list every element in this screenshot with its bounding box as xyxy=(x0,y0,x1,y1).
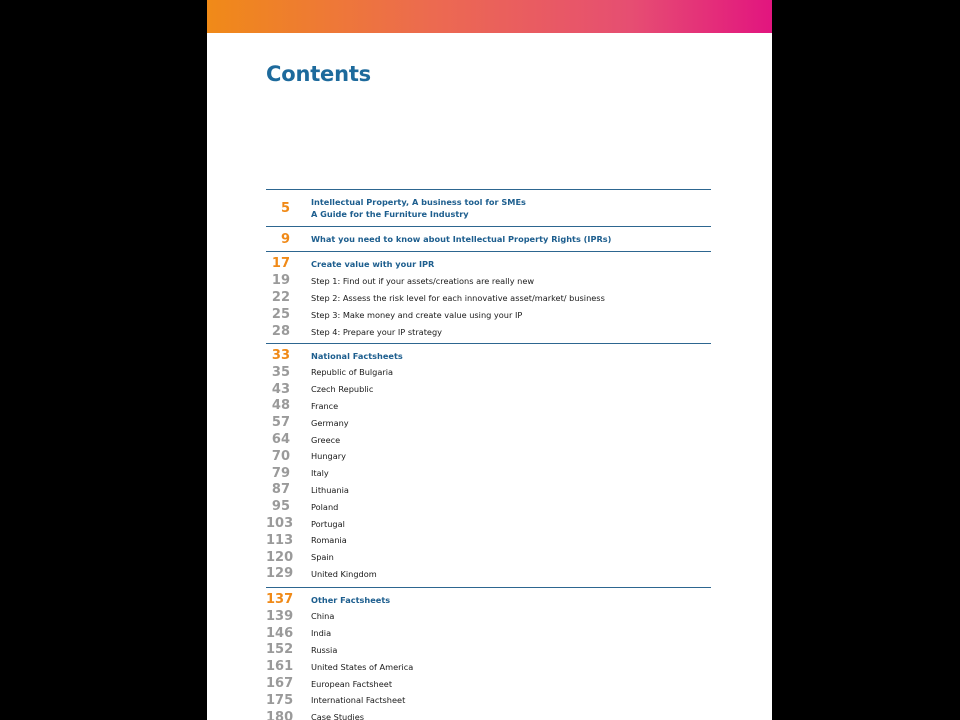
toc-entry[interactable] xyxy=(266,398,711,415)
toc-entry[interactable] xyxy=(266,549,711,566)
toc-page-number: 19 xyxy=(271,273,290,288)
toc-section-other-factsheets xyxy=(266,587,711,720)
toc-entry-label: Poland xyxy=(311,501,339,512)
toc-page-number: 137 xyxy=(266,592,294,607)
toc-section-intro xyxy=(266,189,711,226)
toc-entry[interactable] xyxy=(266,658,711,675)
toc-entry-label: Step 1: Find out if your assets/creations are really new xyxy=(311,275,535,286)
toc-page-number: 129 xyxy=(266,566,294,582)
toc-entry[interactable] xyxy=(266,190,711,226)
toc-entry[interactable] xyxy=(266,608,711,625)
toc-page-number: 17 xyxy=(271,256,290,271)
toc-entry-label: United States of America xyxy=(311,661,414,672)
toc-page-number: 57 xyxy=(271,415,290,431)
toc-entry[interactable] xyxy=(266,364,711,381)
toc-page-number: 33 xyxy=(271,348,290,363)
toc-page-number: 95 xyxy=(271,499,290,515)
toc-entry[interactable] xyxy=(266,515,711,532)
toc-entry-label: India xyxy=(311,628,332,639)
toc-entry-label: China xyxy=(311,611,335,622)
toc-entry-label: Step 3: Make money and create value using your IP xyxy=(311,309,523,320)
toc-entry[interactable] xyxy=(266,465,711,482)
toc-page-number: 161 xyxy=(266,659,294,675)
toc-entry-label xyxy=(311,196,526,220)
toc-page-number: 167 xyxy=(266,676,294,692)
toc-entry-label: Germany xyxy=(311,417,349,428)
toc-page-number: 9 xyxy=(280,231,290,247)
toc-page-number: 35 xyxy=(271,364,290,380)
toc-entry[interactable] xyxy=(266,323,711,340)
toc-page-number: 175 xyxy=(266,692,294,708)
toc-entry-label: Romania xyxy=(311,535,347,546)
toc-entry-label: Step 4: Prepare your IP strategy xyxy=(311,326,442,337)
toc-page-number: 180 xyxy=(266,709,294,720)
toc-page-number: 139 xyxy=(266,608,294,624)
toc-entry[interactable] xyxy=(266,431,711,448)
toc-entry-label: Spain xyxy=(311,552,334,563)
toc-entry-label: Lithuania xyxy=(311,484,349,495)
toc-entry-label: International Factsheet xyxy=(311,695,406,706)
toc-entry-label: Italy xyxy=(311,468,329,479)
toc-entry[interactable] xyxy=(266,532,711,549)
toc-entry[interactable] xyxy=(266,709,711,720)
toc-entry[interactable] xyxy=(266,692,711,709)
toc-page-number: 64 xyxy=(271,432,290,448)
toc-section-create-value xyxy=(266,251,711,343)
toc-section-national-factsheets xyxy=(266,343,711,587)
toc-entry-label: Case Studies xyxy=(311,712,365,720)
toc-entry[interactable] xyxy=(266,255,711,272)
toc-page-number: 87 xyxy=(271,482,290,498)
toc-entry-label: Step 2: Assess the risk level for each innovative asset/market/ business xyxy=(311,292,605,303)
page-title: Contents xyxy=(266,62,371,86)
toc-entry[interactable] xyxy=(266,289,711,306)
toc-entry[interactable] xyxy=(266,625,711,642)
toc-page-number: 146 xyxy=(266,625,294,641)
toc-entry[interactable] xyxy=(266,498,711,515)
toc-page-number: 22 xyxy=(271,290,290,305)
toc-entry-label: National Factsheets xyxy=(311,350,403,361)
toc-page-number: 48 xyxy=(271,398,290,414)
toc-page-number: 70 xyxy=(271,448,290,464)
toc-section-iprs xyxy=(266,226,711,251)
toc-entry-label: What you need to know about Intellectual Property Rights (IPRs) xyxy=(311,234,612,244)
toc-entry[interactable] xyxy=(266,448,711,465)
toc-entry[interactable] xyxy=(266,566,711,583)
toc-page-number: 28 xyxy=(271,324,290,339)
toc-entry-label: Portugal xyxy=(311,518,345,529)
toc-entry[interactable] xyxy=(266,414,711,431)
toc-page-number: 103 xyxy=(266,516,294,532)
toc-page-number: 5 xyxy=(280,200,290,216)
toc-entry-line: A Guide for the Furniture Industry xyxy=(311,209,469,219)
toc-entry[interactable] xyxy=(266,381,711,398)
toc-entry[interactable] xyxy=(266,675,711,692)
toc-entry[interactable] xyxy=(266,227,711,251)
header-gradient-bar xyxy=(207,0,772,33)
toc-entry-label: Create value with your IPR xyxy=(311,258,435,269)
table-of-contents xyxy=(266,189,711,720)
toc-entry-label: Hungary xyxy=(311,451,346,462)
toc-page-number: 79 xyxy=(271,465,290,481)
toc-entry-label: Republic of Bulgaria xyxy=(311,367,394,378)
toc-page-number: 113 xyxy=(266,532,294,548)
toc-page-number: 152 xyxy=(266,642,294,658)
toc-entry-label: Czech Republic xyxy=(311,384,374,395)
toc-entry-label: Greece xyxy=(311,434,341,445)
toc-entry[interactable] xyxy=(266,347,711,364)
toc-page-number: 25 xyxy=(271,307,290,322)
toc-entry-label: United Kingdom xyxy=(311,568,377,579)
toc-entry-label: Russia xyxy=(311,644,338,655)
toc-entry-label: Other Factsheets xyxy=(311,594,391,605)
toc-entry[interactable] xyxy=(266,591,711,608)
toc-page-number: 43 xyxy=(271,381,290,397)
document-page xyxy=(207,0,772,720)
toc-entry[interactable] xyxy=(266,482,711,499)
toc-entry[interactable] xyxy=(266,272,711,289)
toc-entry-label: European Factsheet xyxy=(311,678,393,689)
toc-entry-label: France xyxy=(311,400,339,411)
toc-entry[interactable] xyxy=(266,642,711,659)
toc-entry[interactable] xyxy=(266,306,711,323)
toc-page-number: 120 xyxy=(266,549,294,565)
toc-entry-line: Intellectual Property, A business tool for SMEs xyxy=(311,197,526,207)
